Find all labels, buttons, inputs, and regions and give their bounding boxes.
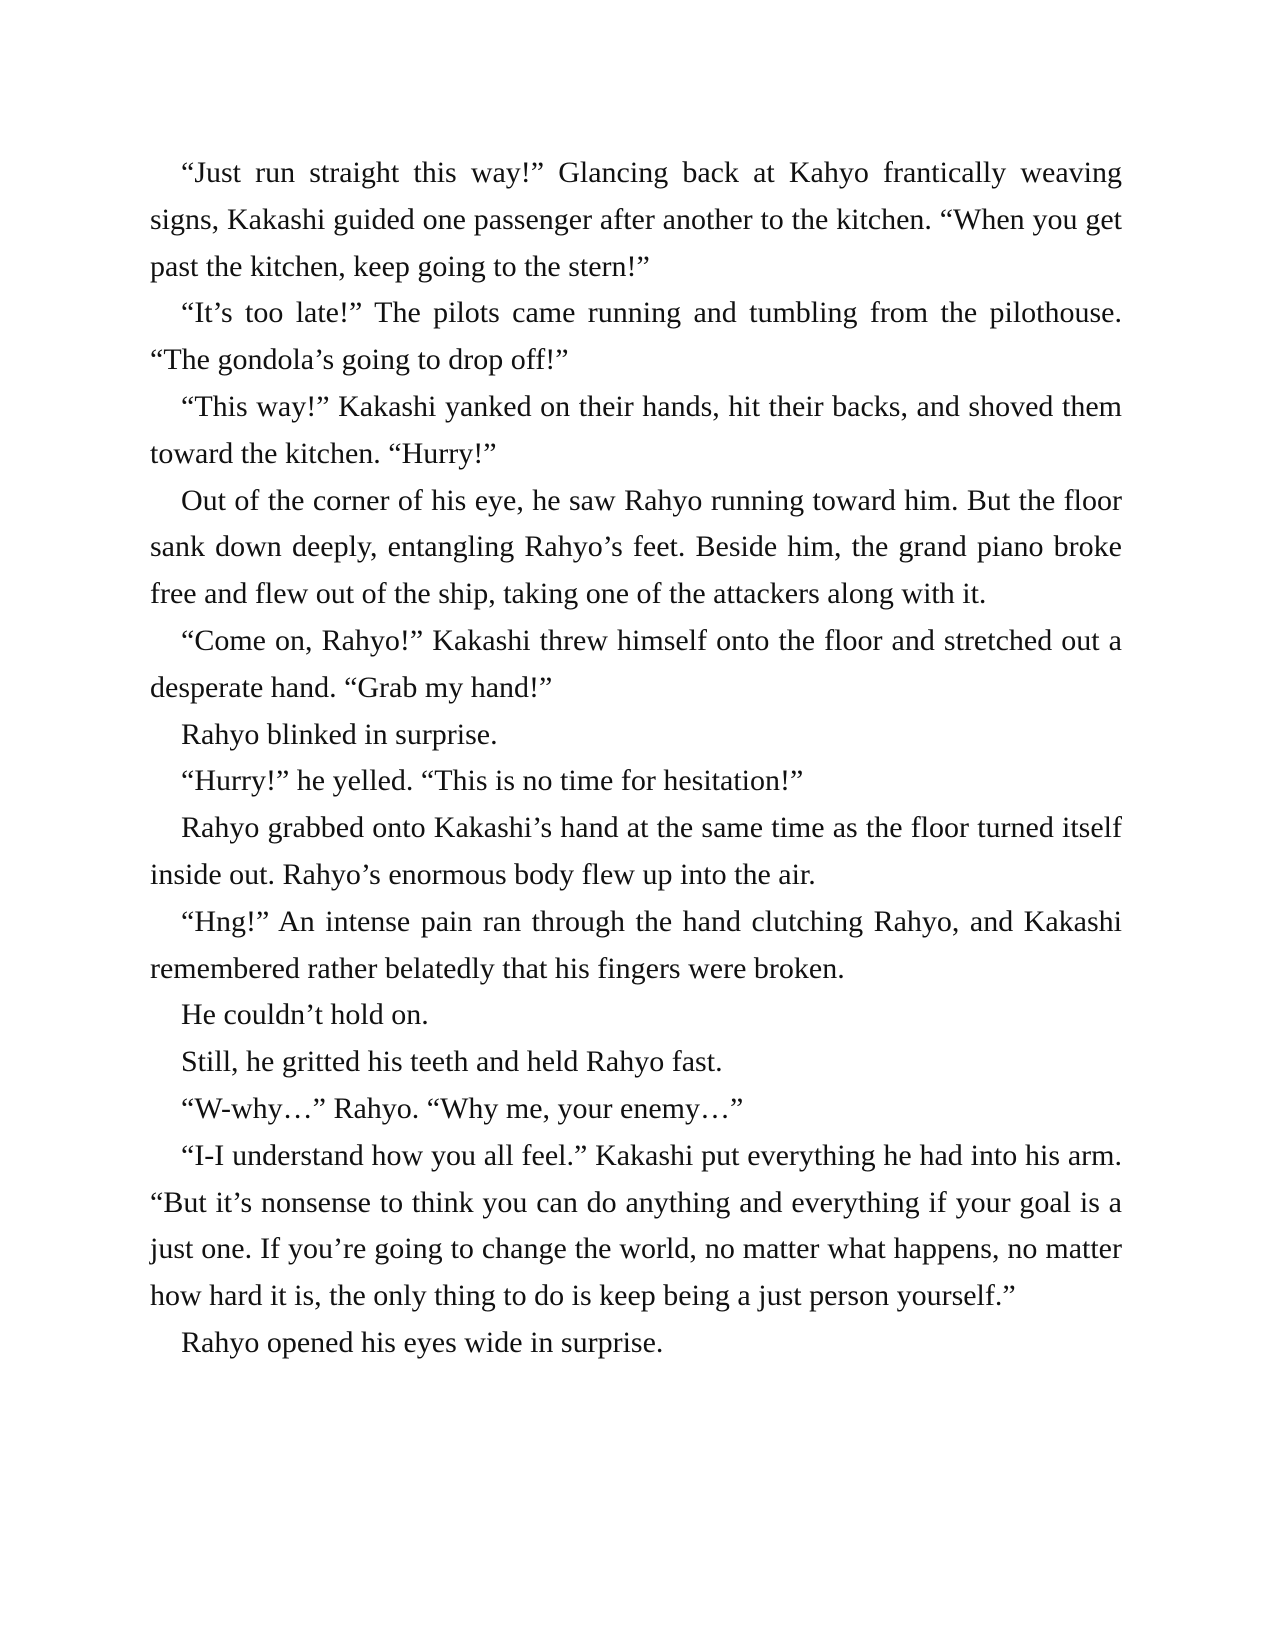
paragraph: Out of the corner of his eye, he saw Rahyo running toward him. But the floor sank down deeply, entangling Rahyo’s feet. Beside him, the grand piano broke free and flew out of the ship, taking one of the attackers along with it. <box>150 483 1122 611</box>
paragraph: Still, he gritted his teeth and held Rahyo fast. <box>181 1045 723 1079</box>
paragraph: Rahyo opened his eyes wide in surprise. <box>181 1325 664 1359</box>
paragraph: “Hng!” An intense pain ran through the hand clutching Rahyo, and Kakashi remembered rather belatedly that his fingers were broken. <box>150 904 1122 985</box>
paragraph: Rahyo grabbed onto Kakashi’s hand at the same time as the floor turned itself inside out. Rahyo’s enormous body flew up into the air. <box>150 811 1122 891</box>
paragraph: “Come on, Rahyo!” Kakashi threw himself onto the floor and stretched out a desperate hand. “Grab my hand!” <box>150 623 1122 704</box>
paragraph: “W-why…” Rahyo. “Why me, your enemy…” <box>181 1091 744 1125</box>
paragraph: “This way!” Kakashi yanked on their hands, hit their backs, and shoved them toward the kitchen. “Hurry!” <box>150 389 1122 470</box>
paragraph: “It’s too late!” The pilots came running and tumbling from the pilothouse. “The gondola’s going to drop off!” <box>150 296 1122 377</box>
paragraph: He couldn’t hold on. <box>181 998 429 1032</box>
page-body <box>150 150 1122 1367</box>
paragraph: Rahyo blinked in surprise. <box>181 717 498 751</box>
paragraph: “Hurry!” he yelled. “This is no time for hesitation!” <box>181 764 804 798</box>
paragraph: “Just run straight this way!” Glancing back at Kahyo frantically weaving signs, Kakashi guided one passenger after another to the kitchen. “When you get past the kitchen, keep going to the stern!” <box>150 156 1122 283</box>
paragraph: “I-I understand how you all feel.” Kakashi put everything he had into his arm. “But it’s nonsense to think you can do anything and everything if your goal is a just one. If you’re going to change the world, no matter what happens, no matter how hard it is, the only thing to do is keep being a just person yourself.” <box>150 1138 1122 1313</box>
